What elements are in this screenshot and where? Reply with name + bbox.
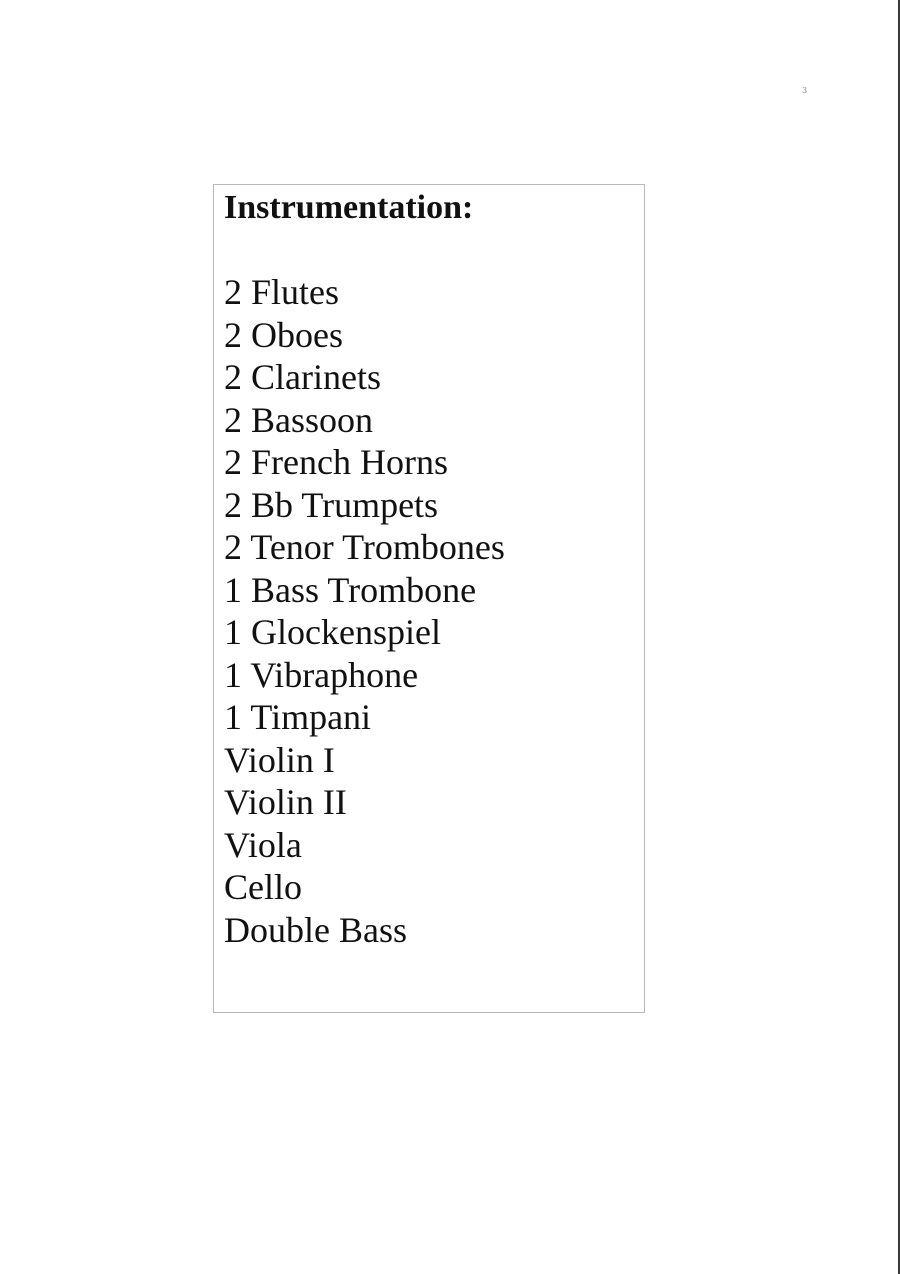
instrumentation-heading: Instrumentation: (224, 189, 474, 226)
instrument-item: 1 Vibraphone (224, 654, 419, 695)
instrument-item: 2 Tenor Trombones (224, 527, 505, 567)
instrument-item: Double Bass (224, 909, 407, 950)
instrument-item: Viola (224, 824, 302, 865)
instrument-item: 2 Flutes (224, 272, 340, 312)
page-number: 3 (802, 86, 808, 95)
instrumentation-box (213, 184, 645, 1013)
instrument-item: 1 Glockenspiel (224, 612, 441, 652)
instrument-list (224, 271, 644, 951)
instrument-item: 1 Bass Trombone (224, 569, 477, 610)
instrument-item: 2 Bassoon (224, 399, 374, 440)
instrument-item: 2 French Horns (224, 442, 448, 482)
instrument-item: 2 Bb Trumpets (224, 484, 439, 525)
instrument-item: 1 Timpani (224, 697, 372, 737)
instrument-item: 2 Clarinets (224, 357, 381, 397)
instrument-item: Violin I (224, 739, 335, 780)
instrument-item: Violin II (224, 782, 347, 822)
instrument-item: 2 Oboes (224, 314, 343, 355)
instrument-item: Cello (224, 867, 302, 907)
